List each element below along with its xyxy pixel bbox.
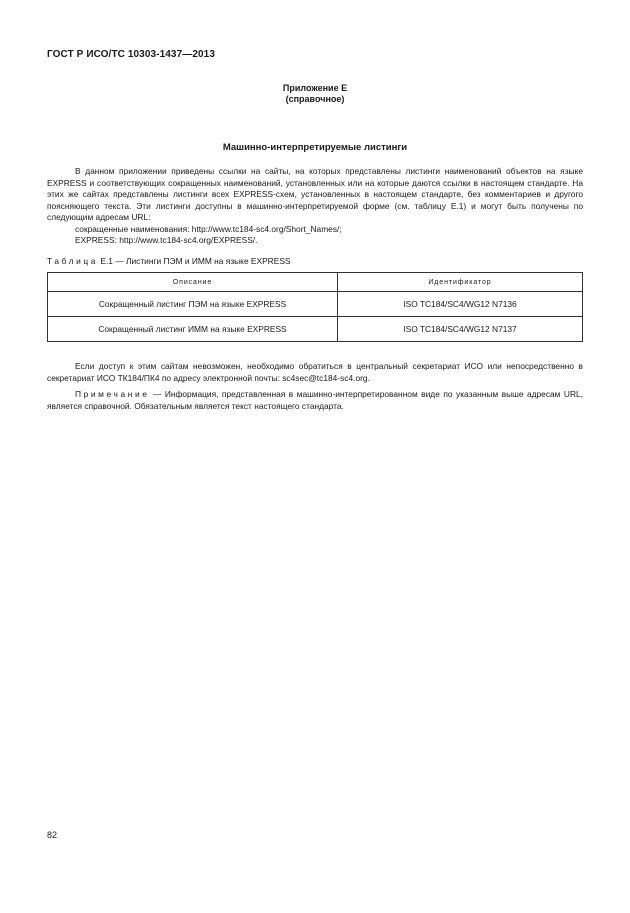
- column-header-identifier: Идентификатор: [338, 273, 583, 292]
- short-names-url: сокращенные наименования: http://www.tc184-sc4.org/Short_Names/;: [75, 223, 342, 234]
- annex-title: Приложение Е: [282, 83, 348, 93]
- cell-identifier: ISO TC184/SC4/WG12 N7136: [338, 292, 583, 317]
- page-number: 82: [47, 830, 58, 840]
- standard-header: ГОСТ Р ИСО/ТС 10303-1437—2013: [47, 49, 215, 60]
- intro-paragraph: В данном приложении приведены ссылки на сайты, на которых представлены листинги наименований объектов на языке EXPRESS и соответствующих сокращенных наименований, установленных или на которые даются ссылки в настоящем стандарте. На этих же сайтах представлены листинги всех EXPRESS-схем, установленных в настоящем стандарте, без комментариев и другого поясняющего текста. Эти листинги доступны в машинно-интерпретируемой форме (см. таблицу Е.1) и могут быть получены по следующим адресам URL:: [47, 166, 583, 222]
- table-caption-text: Е.1 — Листинги ПЭМ и ИММ на языке EXPRESS: [100, 256, 291, 266]
- cell-description: Сокращенный листинг ПЭМ на языке EXPRESS: [48, 292, 338, 317]
- listings-table: [47, 272, 583, 342]
- note-paragraph: [47, 389, 583, 412]
- table-caption: [47, 256, 291, 266]
- annex-subtitle: (справочное): [285, 94, 345, 104]
- contact-paragraph: Если доступ к этим сайтам невозможен, необходимо обратиться в центральный секретариат ИСО или непосредственно в секретариат ИСО ТК184/ПК4 по адресу электронной почты: sc4sec@tc184-sc4.org.: [47, 361, 583, 383]
- note-text: — Информация, представленная в машинно-интерпретированном виде по указанным выше адресам URL, является справочной. Обязательным является текст настоящего стандарта.: [47, 389, 583, 411]
- table-caption-label: Таблица: [47, 256, 99, 266]
- cell-identifier: ISO TC184/SC4/WG12 N7137: [338, 317, 583, 342]
- note-label: Примечание: [75, 389, 150, 399]
- section-title: Машинно-интерпретируемые листинги: [222, 142, 408, 153]
- intro-block: [47, 166, 583, 247]
- express-url: EXPRESS: http://www.tc184-sc4.org/EXPRESS/.: [75, 235, 258, 245]
- table-row: [48, 292, 583, 317]
- annex-heading: [0, 83, 630, 105]
- cell-description: Сокращенный листинг ИММ на языке EXPRESS: [48, 317, 338, 342]
- table-header-row: [48, 273, 583, 292]
- column-header-description: Описание: [48, 273, 338, 292]
- table-row: [48, 317, 583, 342]
